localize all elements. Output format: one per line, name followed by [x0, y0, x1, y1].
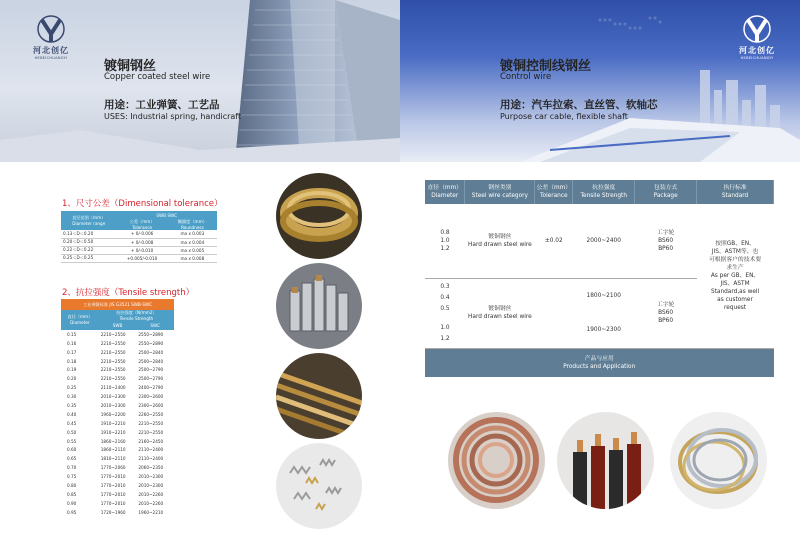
table-row [61, 437, 174, 446]
table-row [425, 204, 774, 278]
logo-mark-icon [742, 14, 772, 44]
strength-swb-cell: 1860~2160 [100, 438, 126, 444]
strength-diameter-cell: 0.15 [67, 331, 77, 337]
logo-text-en: HEBEICHUANGYI [34, 56, 68, 60]
product-title-en: Copper coated steel wire [104, 72, 211, 82]
strength-swb-cell: 1770~2010 [100, 491, 126, 497]
table-row [61, 481, 174, 490]
tolerance-heading: 1、尺寸公差（Dimensional tolerance） [62, 199, 223, 209]
strength-swb-cell: 1770~2010 [100, 482, 126, 488]
category-group1: 镀铜钢丝 Hard drawn steel wire [465, 204, 535, 278]
strength-swc-cell: 2110~2400 [138, 456, 164, 462]
company-logo [28, 14, 74, 60]
strength-swc-cell: 2010~2260 [138, 500, 164, 506]
strength-swc-cell: 2500~2840 [138, 358, 164, 364]
table-row [61, 472, 174, 481]
strength-swc-cell: 2010~2260 [138, 491, 164, 497]
strength-heading: 2、抗拉强度（Tensile strength） [62, 288, 195, 298]
steel-wire-coil-photo [670, 412, 767, 509]
table-row [61, 463, 174, 472]
strength-diameter-cell: 0.50 [67, 429, 77, 435]
table-row [61, 330, 174, 339]
diameters-group1: 0.8 1.0 1.2 [425, 204, 465, 278]
strength-diameter-cell: 0.19 [67, 367, 77, 373]
strength-swb-cell: 2210~2550 [100, 367, 126, 373]
table-row: 0.20＜D＜0.50 + 0/-0.008 ma x 0.004 [61, 238, 217, 246]
hero-banner-right [400, 0, 800, 162]
strength-swb-cell: 2210~2550 [100, 349, 126, 355]
strength-table [61, 299, 174, 517]
diameters-group2: 0.3 0.4 0.5 1.0 1.2 [425, 278, 465, 348]
strength-col-swc: SWC [136, 321, 174, 330]
strength-swb-cell: 2110~2400 [100, 385, 126, 391]
strength-swc-cell: 2010~2300 [138, 474, 164, 480]
table-row [61, 508, 174, 517]
uses-en: USES: Industrial spring, handicraft [104, 112, 242, 121]
tolerance-col-tol: 公差（mm） Tolerance [117, 219, 168, 230]
control-wire-table [425, 180, 774, 377]
strength-diameter-cell: 0.16 [67, 340, 77, 346]
strength-diameter-cell: 0.80 [67, 482, 77, 488]
strength-diameter-cell: 0.65 [67, 456, 77, 462]
strength-diameter-cell: 0.60 [67, 447, 77, 453]
table-row [61, 339, 174, 348]
col-tolerance: 公差（mm） Tolerance [535, 180, 573, 204]
tolerance-group1: ±0.02 [535, 204, 573, 278]
col-strength: 抗拉强度 Tensile Strength [573, 180, 635, 204]
strength-swb-cell: 2010~2300 [100, 394, 126, 400]
company-logo [734, 14, 780, 60]
table-row [61, 348, 174, 357]
strength-col-swb: SWB [99, 321, 137, 330]
table-row [61, 428, 174, 437]
strength-swc-cell: 2500~2790 [138, 367, 164, 373]
strength-swc-cell: 2010~2300 [138, 482, 164, 488]
logo-text-cn: 河北创亿 [33, 46, 69, 55]
strength-standard-row: 工业弹簧标准 JIS G3521 SWB-SWC [61, 299, 174, 310]
strength-table-body [61, 330, 174, 517]
gold-coil-photo [276, 173, 362, 259]
strength-swb-cell: 2210~2550 [100, 358, 126, 364]
strength-swc-cell: 2300~2600 [138, 402, 164, 408]
strength-swc-cell: 2300~2600 [138, 394, 164, 400]
table-row [61, 490, 174, 499]
control-header-row [425, 180, 774, 204]
strength-diameter-cell: 0.30 [67, 394, 77, 400]
table-row: 0.13＜D＜0.20 + 0/-0.006 ma x 0.003 [61, 230, 217, 238]
strength-diameter-cell: 0.85 [67, 491, 77, 497]
strength-swc-cell: 2210~2550 [138, 429, 164, 435]
strength-swb-cell: 2010~2300 [100, 402, 126, 408]
tolerance-col-diameter: 直径范围（mm） Diameter range [61, 211, 117, 230]
strength-diameter-cell: 0.40 [67, 411, 77, 417]
logo-text-cn: 河北创亿 [739, 46, 775, 55]
strength-swc-cell: 2060~2350 [138, 465, 164, 471]
uses-cn: 用途：工业弹簧、工艺品 [104, 99, 220, 111]
package-group1: 工字轮 BS60 BP60 [635, 204, 697, 278]
product-title-cn: 镀铜控制线钢丝 [500, 59, 592, 74]
strength-diameter-cell: 0.70 [67, 465, 77, 471]
logo-text-en: HEBEICHUANGYI [740, 56, 774, 60]
table-row [61, 365, 174, 374]
brass-rod-photo [276, 353, 362, 439]
strength-swb-cell: 2210~2550 [100, 331, 126, 337]
strength-group1: 2000~2400 [573, 204, 635, 278]
table-row [61, 499, 174, 508]
strength-swc-cell: 1960~2210 [138, 509, 164, 515]
products-application-row [425, 348, 774, 377]
products-application-banner: 产品与应用 Products and Application [425, 348, 774, 377]
strength-swc-cell: 2160~2450 [138, 438, 164, 444]
strength-swc-cell: 2110~2400 [138, 447, 164, 453]
table-row [61, 410, 174, 419]
tolerance-group: SWB SWC [117, 211, 218, 219]
strength-swc-cell: 2500~2790 [138, 376, 164, 382]
springs-photo [276, 443, 362, 529]
strength-swb-cell: 2210~2550 [100, 340, 126, 346]
strength-diameter-cell: 0.90 [67, 500, 77, 506]
table-row [61, 357, 174, 366]
strength-header-row [61, 310, 174, 321]
strength-diameter-cell: 0.75 [67, 474, 77, 480]
strength-col-strength: 抗拉强度（N/mm2） Tensile Strength [99, 310, 174, 321]
table-row [61, 374, 174, 383]
category-group2: 镀铜钢丝 Hard drawn steel wire [465, 278, 535, 348]
tolerance-col-ovality: 椭圆度（mm） Roundness [168, 219, 217, 230]
table-row [61, 401, 174, 410]
strength-swc-cell: 2260~2550 [138, 411, 164, 417]
strength-swb-cell: 1910~2210 [100, 429, 126, 435]
strength-swb-cell: 1960~2200 [100, 411, 126, 417]
table-row [61, 445, 174, 454]
strength-diameter-cell: 0.25 [67, 385, 77, 391]
product-title-en: Control wire [500, 72, 552, 82]
strength-swb-cell: 1810~2110 [100, 456, 126, 462]
table-row [61, 419, 174, 428]
table-row: 0.25＜D＜0.25 +0.005/-0.010 ma x 0.008 [61, 254, 217, 262]
uses-en: Purpose car cable, flexible shaft [500, 112, 628, 121]
col-diameter: 直径（mm） Diameter [425, 180, 465, 204]
strength-swc-cell: 2210~2550 [138, 420, 164, 426]
strength-swb-cell: 1770~2010 [100, 500, 126, 506]
table-row [61, 454, 174, 463]
strength-swb-cell: 1770~2060 [100, 465, 126, 471]
copper-cable-photo [448, 412, 545, 509]
strength-diameter-cell: 0.18 [67, 358, 77, 364]
standard-cell: 按照GB、EN、 JIS、ASTM等、也 可根据客户的技术要 求生产 As per GB、EN、 JIS、ASTM Standard,as well as customer request [697, 204, 774, 348]
col-category: 钢丝类别 Steel wire category [465, 180, 535, 204]
strength-swb-cell: 1860~2110 [100, 447, 126, 453]
hero-banner-left [0, 0, 400, 162]
col-standard: 执行标准 Standard [697, 180, 774, 204]
col-package: 包装方式 Package [635, 180, 697, 204]
table-row [61, 383, 174, 392]
strength-group2: 1800~2100 1900~2300 [573, 278, 635, 348]
table-row [61, 392, 174, 401]
strength-swc-cell: 2500~2840 [138, 349, 164, 355]
strength-diameter-cell: 0.95 [67, 509, 77, 515]
strength-diameter-cell: 0.45 [67, 420, 77, 426]
strength-swb-cell: 1770~2010 [100, 474, 126, 480]
strength-diameter-cell: 0.55 [67, 438, 77, 444]
tolerance-header-row [61, 211, 217, 219]
strength-swc-cell: 2550~2890 [138, 340, 164, 346]
strength-col-diameter: 直径（mm） Diameter [61, 310, 99, 330]
strength-swc-cell: 2550~2890 [138, 331, 164, 337]
table-row: 0.22＜D＜0.22 + 0/-0.010 ma x 0.005 [61, 246, 217, 254]
strength-swc-cell: 2400~2790 [138, 385, 164, 391]
strength-diameter-cell: 0.17 [67, 349, 77, 355]
strength-swb-cell: 1910~2210 [100, 420, 126, 426]
cable-ends-photo [557, 412, 654, 509]
wire-bundle-photo [276, 263, 362, 349]
tolerance-group2-empty [535, 278, 573, 348]
logo-mark-icon [36, 14, 66, 44]
strength-diameter-cell: 0.35 [67, 402, 77, 408]
tolerance-table [61, 211, 217, 263]
strength-diameter-cell: 0.20 [67, 376, 77, 382]
strength-swb-cell: 1720~1960 [100, 509, 126, 515]
package-group2: 工字轮 BS60 BP60 [635, 278, 697, 348]
product-title-cn: 镀铜钢丝 [104, 59, 157, 74]
strength-swb-cell: 2210~2550 [100, 376, 126, 382]
uses-cn: 用途：汽车拉索、直丝管、软轴芯 [500, 99, 658, 111]
